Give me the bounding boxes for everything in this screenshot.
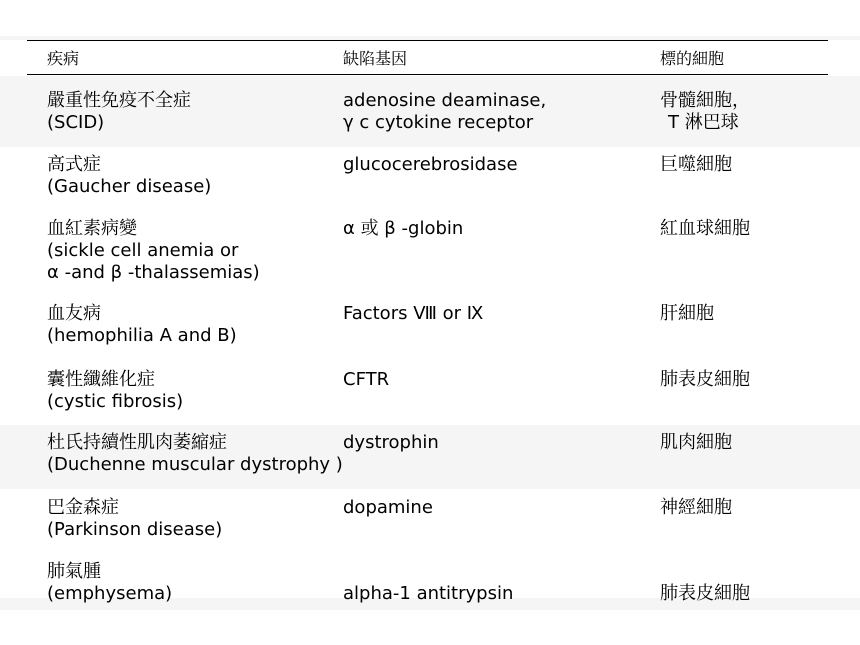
gene-cell bbox=[343, 369, 389, 391]
gene-name: dopamine bbox=[343, 497, 433, 518]
gene-name: glucocerebrosidase bbox=[343, 154, 518, 175]
gene-cell bbox=[343, 497, 433, 519]
target-cell bbox=[660, 154, 732, 176]
target-cell-name: 肝細胞 bbox=[660, 303, 714, 324]
disease-cell bbox=[47, 303, 237, 347]
disease-name-zh: 高式症 bbox=[47, 154, 101, 175]
column-header-target-cell: 標的細胞 bbox=[660, 49, 725, 68]
disease-name-en: (cystic fibrosis) bbox=[47, 391, 184, 412]
gene-name: adenosine deaminase, bbox=[343, 90, 547, 111]
disease-name-en-line2: α -and β -thalassemias) bbox=[47, 262, 260, 283]
column-header-gene: 缺陷基因 bbox=[343, 49, 408, 68]
disease-name-zh: 巴金森症 bbox=[47, 497, 119, 518]
target-cell-name: 肌肉細胞 bbox=[660, 432, 732, 453]
disease-name-en: (SCID) bbox=[47, 112, 105, 133]
gene-name: α 或 β -globin bbox=[343, 218, 464, 239]
disease-cell bbox=[47, 90, 191, 134]
gene-name: CFTR bbox=[343, 369, 390, 390]
gene-cell bbox=[343, 432, 439, 454]
gene-cell bbox=[343, 154, 518, 176]
target-cell-name: 巨噬細胞 bbox=[660, 154, 732, 175]
column-header-disease: 疾病 bbox=[47, 49, 80, 68]
target-cell-name: 肺表皮細胞 bbox=[660, 583, 750, 604]
target-cell bbox=[660, 90, 750, 134]
gene-name: dystrophin bbox=[343, 432, 439, 453]
gene-cell bbox=[343, 90, 546, 134]
disease-cell bbox=[47, 369, 183, 413]
target-cell bbox=[660, 432, 732, 454]
target-cell-name: 骨髓細胞， bbox=[660, 90, 750, 111]
disease-cell bbox=[47, 497, 222, 541]
target-cell bbox=[660, 303, 714, 325]
disease-name-zh: 囊性纖維化症 bbox=[47, 369, 155, 390]
target-cell-name-line2: T 淋巴球 bbox=[668, 112, 739, 133]
disease-name-zh: 血紅素病變 bbox=[47, 218, 137, 239]
disease-name-zh: 杜氏持續性肌肉萎縮症 bbox=[47, 432, 227, 453]
target-cell bbox=[660, 218, 750, 240]
target-cell-name: 肺表皮細胞 bbox=[660, 369, 750, 390]
disease-name-en: (hemophilia A and B) bbox=[47, 325, 237, 346]
disease-name-en: (Parkinson disease) bbox=[47, 519, 223, 540]
disease-name-zh: 嚴重性免疫不全症 bbox=[47, 90, 191, 111]
gene-cell bbox=[343, 303, 483, 325]
disease-cell bbox=[47, 432, 343, 476]
target-cell bbox=[660, 497, 732, 519]
target-cell-name: 神經細胞 bbox=[660, 497, 732, 518]
disease-name-en: (Gaucher disease) bbox=[47, 176, 212, 197]
target-cell bbox=[660, 369, 750, 391]
disease-name-en: (Duchenne muscular dystrophy ) bbox=[47, 454, 343, 475]
target-cell-name: 紅血球細胞 bbox=[660, 218, 750, 239]
disease-cell bbox=[47, 561, 172, 605]
gene-name: Factors Ⅷ or Ⅸ bbox=[343, 303, 484, 324]
gene-name: alpha-1 antitrypsin bbox=[343, 583, 514, 604]
gene-cell bbox=[343, 218, 463, 240]
target-cell bbox=[660, 583, 750, 605]
gene-name-line2: γ c cytokine receptor bbox=[343, 112, 534, 133]
table-top-rule bbox=[27, 40, 828, 41]
gene-cell bbox=[343, 583, 513, 605]
disease-name-zh: 肺氣腫 bbox=[47, 561, 101, 582]
disease-name-en: (emphysema) bbox=[47, 583, 173, 604]
disease-name-en: (sickle cell anemia or bbox=[47, 240, 239, 261]
disease-cell bbox=[47, 154, 211, 198]
disease-name-zh: 血友病 bbox=[47, 303, 101, 324]
disease-cell bbox=[47, 218, 260, 284]
header-bottom-rule bbox=[27, 74, 828, 75]
